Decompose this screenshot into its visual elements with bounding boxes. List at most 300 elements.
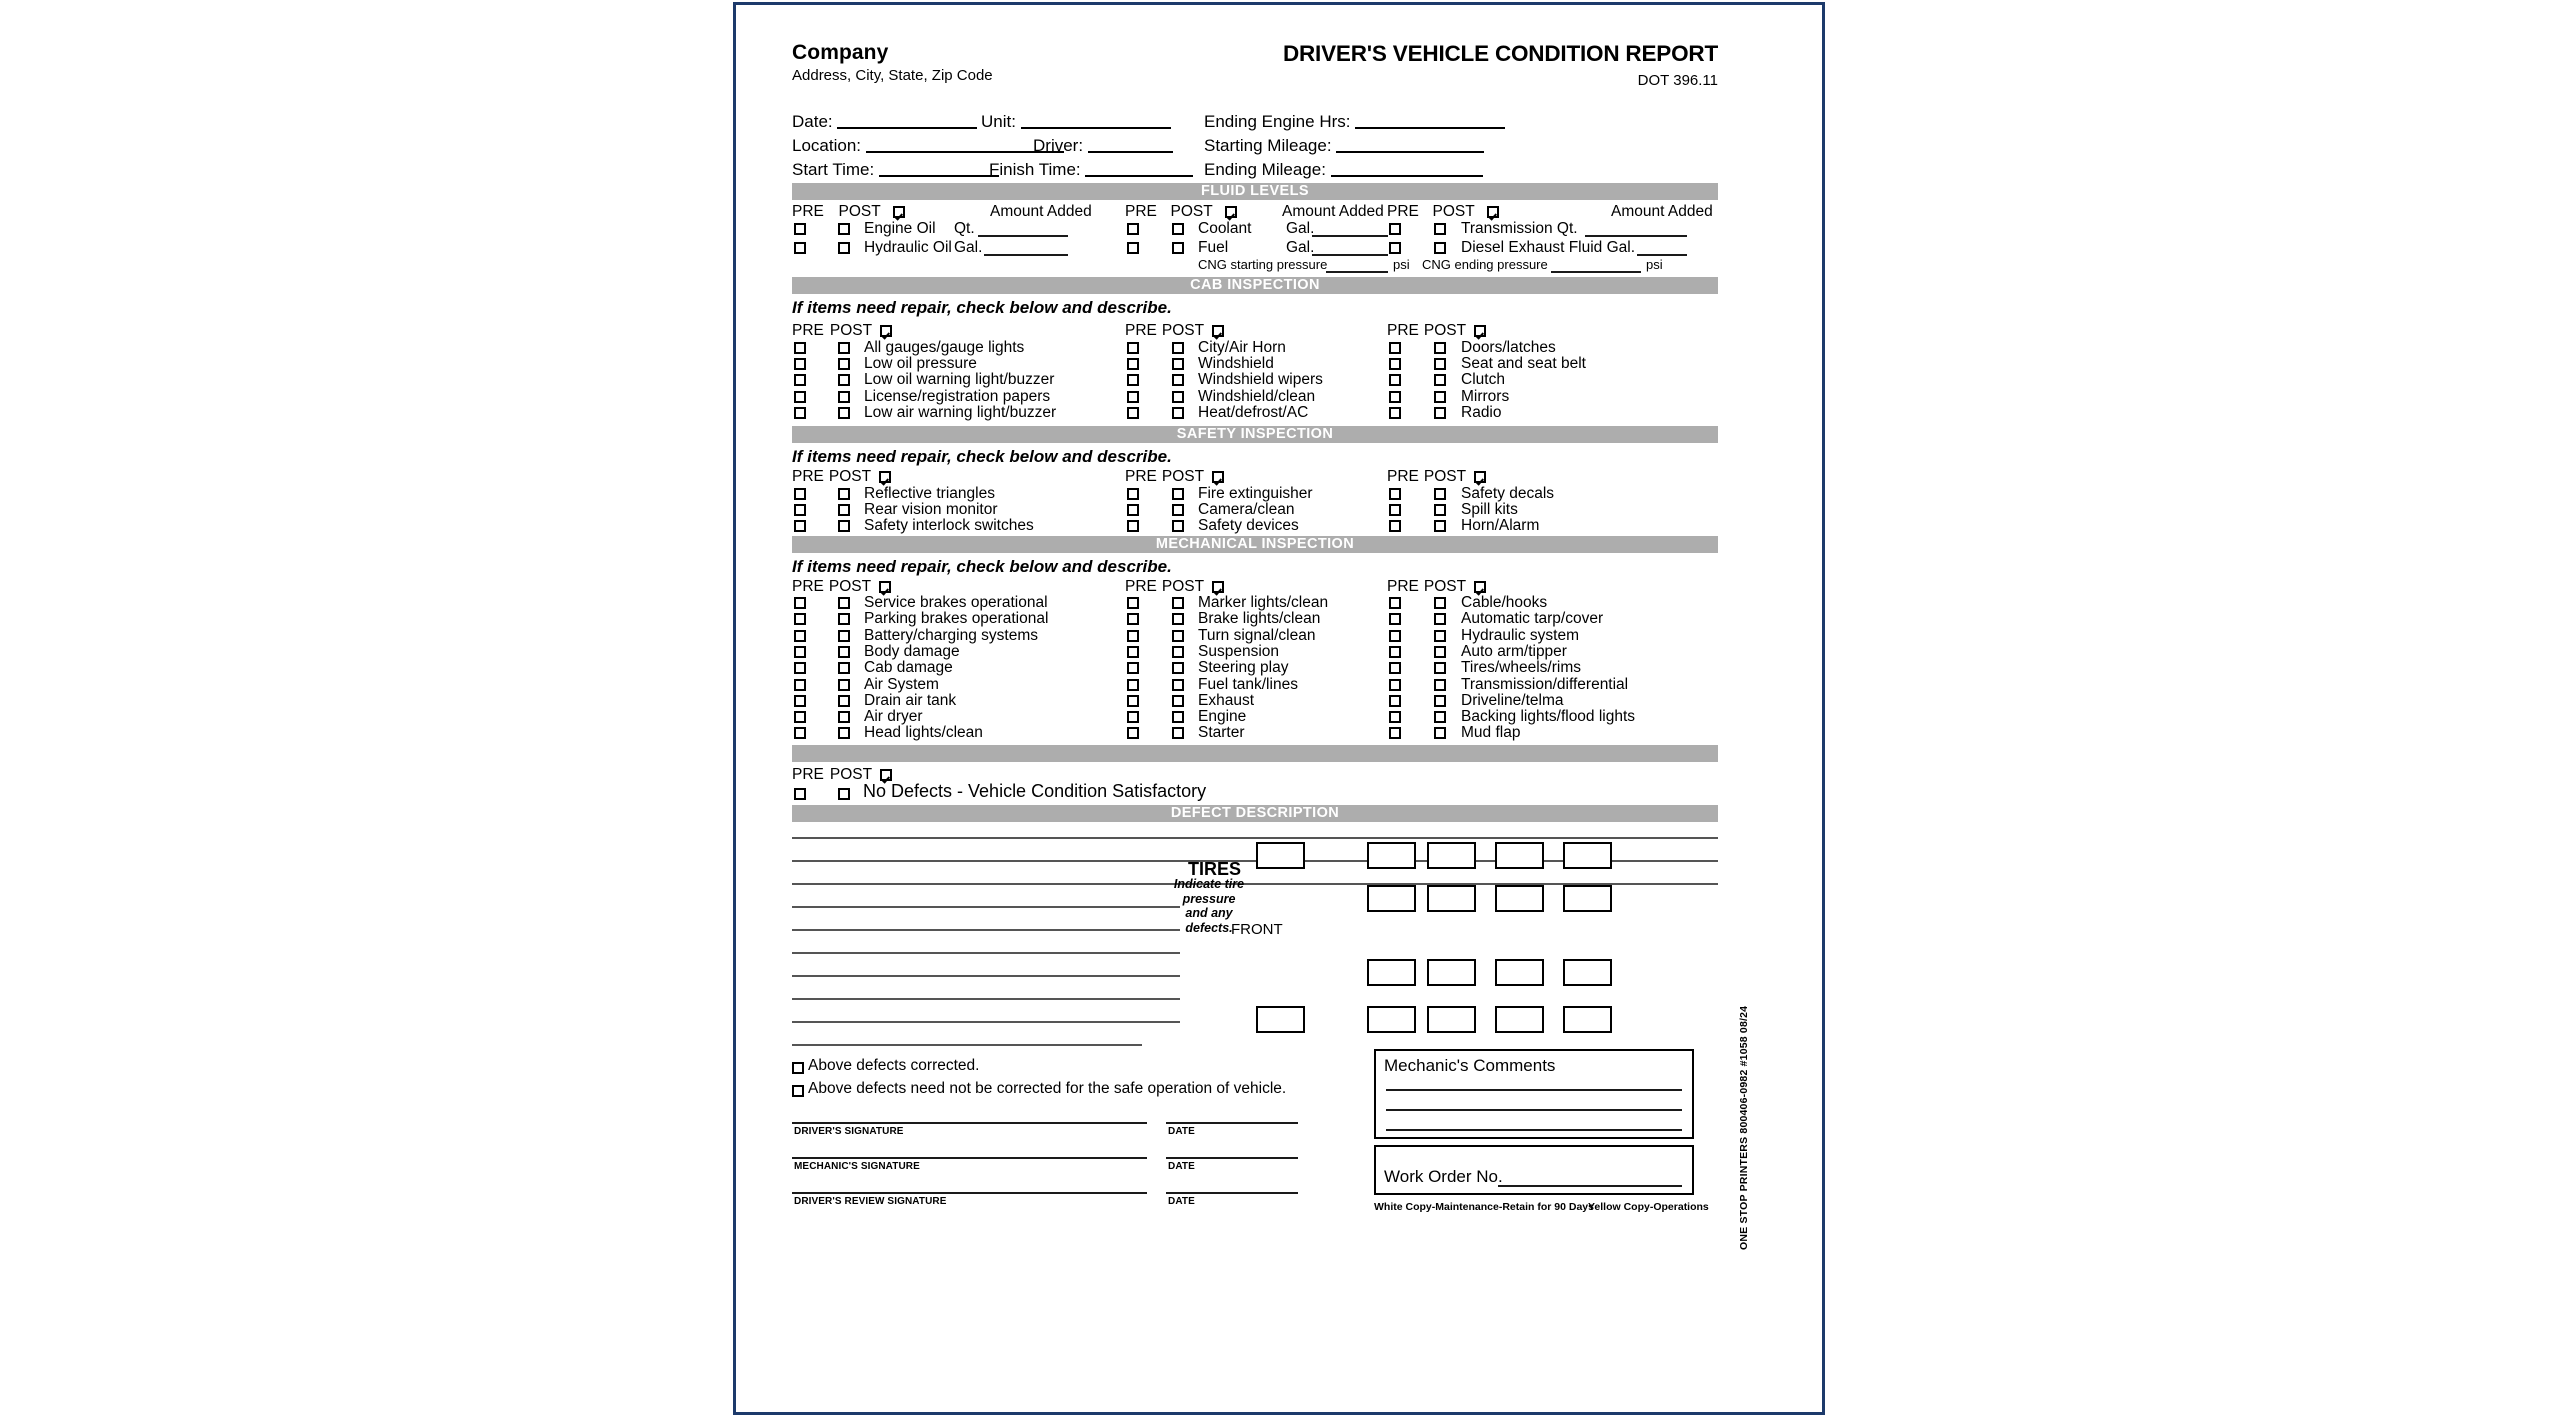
tire-box-front-single[interactable] (1256, 842, 1305, 869)
checkbox-pre-air-system[interactable] (794, 679, 806, 691)
checkbox-legend-icon (880, 769, 892, 781)
checkbox-post-marker-lights-clean[interactable] (1172, 597, 1184, 609)
tire-box-r4-c4[interactable] (1563, 1006, 1612, 1033)
mechanical-item-label: Marker lights/clean (1198, 594, 1329, 611)
field-ending-mileage[interactable] (1204, 159, 1483, 180)
defect-description-line[interactable] (792, 1044, 1142, 1046)
post-label: POST (1161, 322, 1205, 339)
fluid-col2-amount-header: Amount Added (1282, 203, 1384, 220)
fluid-amount-line[interactable] (978, 235, 1068, 237)
pre-label: PRE (1125, 203, 1157, 220)
cab-item-label: Windshield/clean (1198, 387, 1316, 405)
checkbox-pre-head-lights-clean[interactable] (794, 727, 806, 739)
checkbox-post-doors-latches[interactable] (1434, 342, 1446, 354)
checkbox-pre-transmission-differential[interactable] (1389, 679, 1401, 691)
mechanical-item-label: Backing lights/flood lights (1461, 708, 1636, 726)
checkbox-post-horn-alarm[interactable] (1434, 520, 1446, 532)
checkbox-legend-icon (893, 206, 905, 218)
checkbox-pre-automatic-tarp-cover[interactable] (1389, 613, 1401, 625)
fluid-amount-line[interactable] (1312, 254, 1388, 256)
checkbox-post-engine[interactable] (1172, 711, 1184, 723)
checkbox-legend-icon (1225, 206, 1237, 218)
safety-col3-header (1387, 468, 1486, 486)
checkbox-legend-icon (1474, 325, 1486, 337)
checkbox-post-spill-kits[interactable] (1434, 504, 1446, 516)
mechanic-comments-line[interactable] (1386, 1089, 1682, 1091)
checkbox-post-radio[interactable] (1434, 407, 1446, 419)
defect-description-line[interactable] (792, 998, 1180, 1000)
checkbox-post-mud-flap[interactable] (1434, 727, 1446, 739)
field-finish-time[interactable] (989, 159, 1193, 180)
checkbox-post-driveline-telma[interactable] (1434, 695, 1446, 707)
checkbox-post-city-air-horn[interactable] (1172, 342, 1184, 354)
mechanical-item-label: Air dryer (864, 708, 923, 726)
checkbox-legend-icon (879, 581, 891, 593)
checkbox-post-seat-and-seat-belt[interactable] (1434, 358, 1446, 370)
field-location-label: Location: (792, 136, 861, 155)
checkbox-post-tires-wheels-rims[interactable] (1434, 662, 1446, 674)
tire-box-r3-c3[interactable] (1495, 959, 1544, 986)
defect-description-line[interactable] (792, 952, 1180, 954)
checkbox-legend-icon (879, 471, 891, 483)
tires-title: TIRES (1188, 859, 1242, 879)
checkbox-pre-hydraulic-system[interactable] (1389, 630, 1401, 642)
yellow-copy-note: Yellow Copy-Operations (1588, 1201, 1709, 1213)
fluid-unit-label: Qt. (954, 220, 975, 237)
post-label: POST (1432, 203, 1475, 220)
fluid-item-label: Transmission Qt. (1461, 220, 1578, 237)
safety-repair-note: If items need repair, check below and describe. (792, 447, 1172, 466)
checkbox-post-auto-arm-tipper[interactable] (1434, 646, 1446, 658)
dot-regulation: DOT 396.11 (1637, 72, 1718, 89)
checkbox-post-coolant[interactable] (1172, 223, 1184, 235)
tire-box-r2-c1[interactable] (1367, 885, 1416, 912)
checkbox-post-windshield-clean[interactable] (1172, 391, 1184, 403)
defects-corrected-label: Above defects corrected. (808, 1057, 980, 1074)
checkbox-post-no-defects[interactable] (838, 788, 850, 800)
work-order-label: Work Order No. (1384, 1167, 1503, 1186)
date-label: DATE (1168, 1161, 1195, 1172)
checkbox-post-low-air-warning-light-buzzer[interactable] (838, 407, 850, 419)
mechanical-item-label: Hydraulic system (1461, 626, 1579, 644)
tire-box-r2-c4[interactable] (1563, 885, 1612, 912)
defect-description-line[interactable] (792, 837, 1718, 839)
checkbox-pre-engine[interactable] (1127, 711, 1139, 723)
cab-item-label: Low oil warning light/buzzer (864, 371, 1055, 389)
checkbox-pre-low-oil-warning-light-buzzer[interactable] (794, 374, 806, 386)
checkbox-pre-starter[interactable] (1127, 727, 1139, 739)
checkbox-pre-city-air-horn[interactable] (1127, 342, 1139, 354)
checkbox-pre-battery-charging-systems[interactable] (794, 630, 806, 642)
mechanical-item-label: Suspension (1198, 642, 1280, 660)
field-unit[interactable] (981, 111, 1171, 132)
defect-description-line[interactable] (792, 1021, 1180, 1023)
tire-box-rear-single[interactable] (1256, 1006, 1305, 1033)
checkbox-pre-low-air-warning-light-buzzer[interactable] (794, 407, 806, 419)
mechanical-item-label: Cable/hooks (1461, 594, 1548, 611)
field-date[interactable] (792, 111, 977, 132)
checkbox-pre-service-brakes-operational[interactable] (794, 597, 806, 609)
tire-box-r3-c4[interactable] (1563, 959, 1612, 986)
checkbox-pre-low-oil-pressure[interactable] (794, 358, 806, 370)
field-location[interactable] (792, 135, 1064, 156)
checkbox-post-backing-lights-flood-lights[interactable] (1434, 711, 1446, 723)
mechanical-item-label: Engine (1198, 708, 1247, 726)
safety-col1-header (792, 468, 891, 486)
checkbox-post-steering-play[interactable] (1172, 662, 1184, 674)
driver-signature-date-line[interactable] (1166, 1122, 1298, 1124)
tire-box-r2-c2[interactable] (1427, 885, 1476, 912)
section-header-cab-inspection: CAB INSPECTION (792, 277, 1718, 294)
post-label: POST (828, 468, 872, 485)
checkbox-post-service-brakes-operational[interactable] (838, 597, 850, 609)
post-label: POST (828, 578, 872, 595)
checkbox-post-cab-damage[interactable] (838, 662, 850, 674)
checkbox-pre-windshield-wipers[interactable] (1127, 374, 1139, 386)
checkbox-post-low-oil-pressure[interactable] (838, 358, 850, 370)
cab-item-label: Radio (1461, 403, 1502, 421)
mechanical-item-label: Body damage (864, 642, 960, 660)
safety-item-label: Spill kits (1461, 501, 1518, 519)
mechanical-item-label: Starter (1198, 724, 1245, 742)
checkbox-post-turn-signal-clean[interactable] (1172, 630, 1184, 642)
checkbox-post-cable-hooks[interactable] (1434, 597, 1446, 609)
pre-label: PRE (792, 322, 824, 339)
checkbox-pre-brake-lights-clean[interactable] (1127, 613, 1139, 625)
post-label: POST (1161, 578, 1205, 595)
checkbox-post-fuel[interactable] (1172, 242, 1184, 254)
cab-col1-header (792, 322, 892, 340)
tire-box-r1-c2[interactable] (1427, 842, 1476, 869)
page-title: DRIVER'S VEHICLE CONDITION REPORT (1282, 41, 1718, 66)
checkbox-post-battery-charging-systems[interactable] (838, 630, 850, 642)
mechanical-item-label: Steering play (1198, 659, 1289, 677)
checkbox-legend-icon (880, 325, 892, 337)
checkbox-pre-camera-clean[interactable] (1127, 504, 1139, 516)
checkbox-post-heat-defrost-ac[interactable] (1172, 407, 1184, 419)
fluid-amount-line[interactable] (1585, 235, 1687, 237)
mechanical-item-label: Air System (864, 675, 939, 693)
checkbox-defects-not-needed[interactable] (792, 1085, 804, 1097)
post-label: POST (1161, 468, 1205, 485)
post-label: POST (1170, 203, 1213, 220)
mechanic-signature-label: MECHANIC'S SIGNATURE (794, 1161, 920, 1172)
checkbox-post-windshield-wipers[interactable] (1172, 374, 1184, 386)
checkbox-pre-clutch[interactable] (1389, 374, 1401, 386)
work-order-line[interactable] (1498, 1185, 1682, 1187)
checkbox-post-mirrors[interactable] (1434, 391, 1446, 403)
checkbox-post-drain-air-tank[interactable] (838, 695, 850, 707)
checkbox-pre-horn-alarm[interactable] (1389, 520, 1401, 532)
checkbox-pre-safety-interlock-switches[interactable] (794, 520, 806, 532)
checkbox-pre-cab-damage[interactable] (794, 662, 806, 674)
checkbox-pre-parking-brakes-operational[interactable] (794, 613, 806, 625)
section-header-mechanical-inspection: MECHANICAL INSPECTION (792, 536, 1718, 553)
driver-review-signature-line[interactable] (792, 1192, 1147, 1194)
cab-item-label: Low air warning light/buzzer (864, 403, 1057, 421)
checkbox-pre-engine-oil[interactable] (794, 223, 806, 235)
checkbox-pre-driveline-telma[interactable] (1389, 695, 1401, 707)
checkbox-pre-fuel[interactable] (1127, 242, 1139, 254)
checkbox-post-brake-lights-clean[interactable] (1172, 613, 1184, 625)
checkbox-post-air-dryer[interactable] (838, 711, 850, 723)
mechanic-comments-line[interactable] (1386, 1129, 1682, 1131)
checkbox-post-reflective-triangles[interactable] (838, 488, 850, 500)
pre-label: PRE (792, 203, 824, 220)
pre-label: PRE (1387, 203, 1419, 220)
fluid-col3-header (1387, 203, 1499, 221)
cab-item-label: Seat and seat belt (1461, 355, 1586, 373)
checkbox-pre-safety-decals[interactable] (1389, 488, 1401, 500)
checkbox-pre-mud-flap[interactable] (1389, 727, 1401, 739)
safety-item-label: Rear vision monitor (864, 501, 998, 519)
fluid-item-label: Coolant (1198, 220, 1252, 237)
driver-review-date-line[interactable] (1166, 1192, 1298, 1194)
tire-box-r1-c1[interactable] (1367, 842, 1416, 869)
cab-item-label: Mirrors (1461, 387, 1510, 405)
section-header-blank (792, 745, 1718, 762)
date-label: DATE (1168, 1196, 1195, 1207)
checkbox-post-low-oil-warning-light-buzzer[interactable] (838, 374, 850, 386)
checkbox-legend-icon (1212, 581, 1224, 593)
tire-box-r2-c3[interactable] (1495, 885, 1544, 912)
mechanic-comments-line[interactable] (1386, 1109, 1682, 1111)
safety-item-label: Fire extinguisher (1198, 485, 1313, 502)
checkbox-pre-windshield-clean[interactable] (1127, 391, 1139, 403)
checkbox-post-parking-brakes-operational[interactable] (838, 613, 850, 625)
mechanical-item-label: Tires/wheels/rims (1461, 659, 1581, 677)
cab-item-label: Low oil pressure (864, 355, 977, 373)
mechanic-signature-date-line[interactable] (1166, 1157, 1298, 1159)
checkbox-post-hydraulic-oil[interactable] (838, 242, 850, 254)
cab-item-label: City/Air Horn (1198, 339, 1286, 356)
field-starting-mileage[interactable] (1204, 135, 1484, 156)
checkbox-post-hydraulic-system[interactable] (1434, 630, 1446, 642)
checkbox-pre-fuel-tank-lines[interactable] (1127, 679, 1139, 691)
pre-label: PRE (1125, 322, 1157, 339)
checkbox-pre-def[interactable] (1389, 242, 1401, 254)
cng-ending-pressure-line[interactable] (1551, 271, 1641, 273)
company-address: Address, City, State, Zip Code (792, 67, 993, 84)
checkbox-post-starter[interactable] (1172, 727, 1184, 739)
checkbox-pre-seat-and-seat-belt[interactable] (1389, 358, 1401, 370)
defect-description-line[interactable] (792, 906, 1180, 908)
mechanical-item-label: Mud flap (1461, 724, 1521, 742)
form-page (733, 2, 1825, 1415)
fluid-col1-header (792, 203, 905, 221)
checkbox-pre-exhaust[interactable] (1127, 695, 1139, 707)
cab-col2-header (1125, 322, 1224, 340)
pre-label: PRE (1387, 468, 1419, 485)
safety-item-label: Safety interlock switches (864, 517, 1034, 535)
pre-label: PRE (1125, 578, 1157, 595)
mechanic-signature-line[interactable] (792, 1157, 1147, 1159)
cab-col3-header (1387, 322, 1486, 340)
driver-signature-label: DRIVER'S SIGNATURE (794, 1126, 904, 1137)
checkbox-post-air-system[interactable] (838, 679, 850, 691)
mechanical-item-label: Transmission/differential (1461, 675, 1629, 693)
date-label: DATE (1168, 1126, 1195, 1137)
checkbox-post-all-gauges-gauge-lights[interactable] (838, 342, 850, 354)
checkbox-post-windshield[interactable] (1172, 358, 1184, 370)
checkbox-pre-heat-defrost-ac[interactable] (1127, 407, 1139, 419)
tire-box-r3-c2[interactable] (1427, 959, 1476, 986)
safety-item-label: Reflective triangles (864, 485, 995, 502)
checkbox-post-fire-extinguisher[interactable] (1172, 488, 1184, 500)
checkbox-post-transmission-differential[interactable] (1434, 679, 1446, 691)
checkbox-pre-spill-kits[interactable] (1389, 504, 1401, 516)
checkbox-pre-marker-lights-clean[interactable] (1127, 597, 1139, 609)
field-ending-engine-hrs-label: Ending Engine Hrs: (1204, 112, 1351, 131)
checkbox-pre-auto-arm-tipper[interactable] (1389, 646, 1401, 658)
checkbox-post-safety-devices[interactable] (1172, 520, 1184, 532)
checkbox-legend-icon (1212, 325, 1224, 337)
field-driver-label: Driver: (1033, 136, 1084, 155)
tire-box-r1-c4[interactable] (1563, 842, 1612, 869)
cng-starting-pressure-line[interactable] (1326, 271, 1388, 273)
checkbox-post-transmission[interactable] (1434, 223, 1446, 235)
safety-item-label: Safety devices (1198, 517, 1299, 535)
tire-box-r3-c1[interactable] (1367, 959, 1416, 986)
post-label: POST (1423, 322, 1467, 339)
checkbox-pre-rear-vision-monitor[interactable] (794, 504, 806, 516)
checkbox-post-fuel-tank-lines[interactable] (1172, 679, 1184, 691)
pre-label: PRE (792, 468, 824, 485)
checkbox-pre-hydraulic-oil[interactable] (794, 242, 806, 254)
section-header-fluid-levels: FLUID LEVELS (792, 183, 1718, 200)
cab-item-label: Heat/defrost/AC (1198, 403, 1309, 421)
mech-repair-note: If items need repair, check below and describe. (792, 557, 1172, 576)
checkbox-post-head-lights-clean[interactable] (838, 727, 850, 739)
mechanical-item-label: Head lights/clean (864, 724, 983, 742)
field-start-time[interactable] (792, 159, 999, 180)
checkbox-pre-steering-play[interactable] (1127, 662, 1139, 674)
cab-item-label: Windshield wipers (1198, 371, 1323, 389)
tire-box-r4-c1[interactable] (1367, 1006, 1416, 1033)
checkbox-legend-icon (1487, 206, 1499, 218)
post-label: POST (1423, 468, 1467, 485)
checkbox-pre-tires-wheels-rims[interactable] (1389, 662, 1401, 674)
mechanical-item-label: Drain air tank (864, 691, 957, 709)
checkbox-post-suspension[interactable] (1172, 646, 1184, 658)
fluid-amount-line[interactable] (984, 254, 1068, 256)
company-name: Company (792, 41, 889, 64)
tire-box-r4-c2[interactable] (1427, 1006, 1476, 1033)
defect-description-line[interactable] (792, 929, 1180, 931)
defect-description-line[interactable] (792, 975, 1180, 977)
checkbox-pre-windshield[interactable] (1127, 358, 1139, 370)
cab-repair-note: If items need repair, check below and describe. (792, 298, 1172, 317)
tire-box-r4-c3[interactable] (1495, 1006, 1544, 1033)
mechanical-item-label: Parking brakes operational (864, 610, 1049, 628)
checkbox-pre-transmission[interactable] (1389, 223, 1401, 235)
checkbox-post-license-registration-papers[interactable] (838, 391, 850, 403)
safety-col2-header (1125, 468, 1224, 486)
checkbox-pre-doors-latches[interactable] (1389, 342, 1401, 354)
field-ending-engine-hrs[interactable] (1204, 111, 1505, 132)
pre-label: PRE (1387, 578, 1419, 595)
checkbox-post-exhaust[interactable] (1172, 695, 1184, 707)
fluid-amount-line[interactable] (1637, 254, 1687, 256)
checkbox-post-safety-decals[interactable] (1434, 488, 1446, 500)
checkbox-post-def[interactable] (1434, 242, 1446, 254)
mechanical-item-label: Fuel tank/lines (1198, 675, 1298, 693)
field-starting-mileage-label: Starting Mileage: (1204, 136, 1332, 155)
checkbox-pre-reflective-triangles[interactable] (794, 488, 806, 500)
checkbox-post-clutch[interactable] (1434, 374, 1446, 386)
printer-mark: ONE STOP PRINTERS 800406-0982 #1058 08/24 (1738, 1005, 1750, 1250)
checkbox-legend-icon (1212, 471, 1224, 483)
driver-review-signature-label: DRIVER'S REVIEW SIGNATURE (794, 1196, 947, 1207)
mechanical-item-label: Automatic tarp/cover (1461, 610, 1604, 628)
tire-box-r1-c3[interactable] (1495, 842, 1544, 869)
mechanic-comments-label: Mechanic's Comments (1384, 1056, 1556, 1075)
checkbox-pre-safety-devices[interactable] (1127, 520, 1139, 532)
field-ending-mileage-label: Ending Mileage: (1204, 160, 1326, 179)
checkbox-pre-coolant[interactable] (1127, 223, 1139, 235)
checkbox-legend-icon (1474, 581, 1486, 593)
mechanical-item-label: Auto arm/tipper (1461, 642, 1567, 660)
field-unit-label: Unit: (981, 112, 1016, 131)
white-copy-note: White Copy-Maintenance-Retain for 90 Days (1374, 1201, 1594, 1213)
field-start-time-label: Start Time: (792, 160, 875, 179)
cab-item-label: Clutch (1461, 371, 1505, 389)
pre-label: PRE (1125, 468, 1157, 485)
post-label: POST (829, 322, 873, 339)
checkbox-pre-body-damage[interactable] (794, 646, 806, 658)
checkbox-pre-mirrors[interactable] (1389, 391, 1401, 403)
cab-item-label: License/registration papers (864, 387, 1051, 405)
mechanical-item-label: Turn signal/clean (1198, 626, 1316, 644)
mechanical-item-label: Cab damage (864, 659, 953, 677)
checkbox-pre-license-registration-papers[interactable] (794, 391, 806, 403)
checkbox-pre-suspension[interactable] (1127, 646, 1139, 658)
checkbox-post-body-damage[interactable] (838, 646, 850, 658)
field-driver[interactable] (1033, 135, 1173, 156)
driver-signature-line[interactable] (792, 1122, 1147, 1124)
post-label: POST (829, 766, 873, 783)
checkbox-defects-corrected[interactable] (792, 1062, 804, 1074)
checkbox-post-rear-vision-monitor[interactable] (838, 504, 850, 516)
fluid-amount-line[interactable] (1312, 235, 1388, 237)
checkbox-post-camera-clean[interactable] (1172, 504, 1184, 516)
checkbox-pre-cable-hooks[interactable] (1389, 597, 1401, 609)
checkbox-pre-drain-air-tank[interactable] (794, 695, 806, 707)
checkbox-post-automatic-tarp-cover[interactable] (1434, 613, 1446, 625)
checkbox-pre-fire-extinguisher[interactable] (1127, 488, 1139, 500)
fluid-item-label: Fuel (1198, 239, 1229, 256)
cab-item-label: All gauges/gauge lights (864, 339, 1025, 356)
safety-item-label: Safety decals (1461, 485, 1555, 502)
checkbox-pre-air-dryer[interactable] (794, 711, 806, 723)
fluid-item-label: Diesel Exhaust Fluid Gal. (1461, 239, 1636, 256)
fluid-col1-amount-header: Amount Added (990, 203, 1092, 220)
cab-item-label: Windshield (1198, 355, 1274, 373)
checkbox-post-engine-oil[interactable] (838, 223, 850, 235)
field-finish-time-label: Finish Time: (989, 160, 1081, 179)
cng-starting-unit: psi (1393, 257, 1410, 272)
checkbox-post-safety-interlock-switches[interactable] (838, 520, 850, 532)
checkbox-pre-radio[interactable] (1389, 407, 1401, 419)
checkbox-pre-all-gauges-gauge-lights[interactable] (794, 342, 806, 354)
fluid-unit-label: Gal. (1286, 239, 1315, 256)
mechanical-item-label: Brake lights/clean (1198, 610, 1321, 628)
checkbox-pre-backing-lights-flood-lights[interactable] (1389, 711, 1401, 723)
defects-not-needed-label: Above defects need not be corrected for the safe operation of vehicle. (808, 1080, 1287, 1097)
safety-item-label: Horn/Alarm (1461, 517, 1540, 535)
checkbox-pre-no-defects[interactable] (794, 788, 806, 800)
checkbox-pre-turn-signal-clean[interactable] (1127, 630, 1139, 642)
